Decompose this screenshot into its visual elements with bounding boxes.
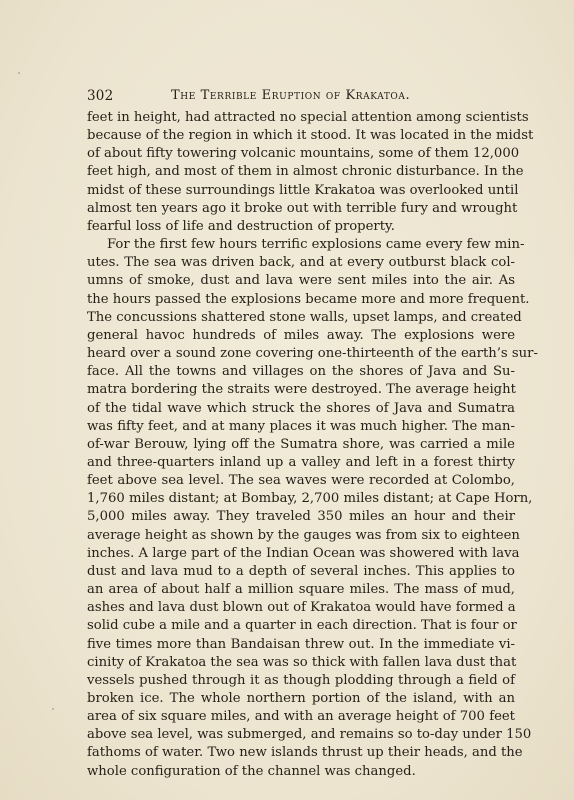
- text-line: heard over a sound zone covering one-thirteenth of the earth’s sur-: [87, 346, 538, 362]
- text-line: whole configuration of the channel was changed.: [87, 763, 416, 779]
- text-line: of about fifty towering volcanic mountains, some of them 12,000: [87, 146, 520, 162]
- text-line: broken ice. The whole northern portion of the island, with an: [87, 691, 515, 706]
- text-line: For the first few hours terrific explosions came every few min-: [107, 237, 525, 253]
- text-line: of-war Berouw, lying off the Sumatra shore, was carried a mile: [87, 436, 515, 452]
- text-line: 5,000 miles away. They traveled 350 miles an hour and their: [87, 509, 515, 525]
- text-line: vessels pushed through it as though plodding through a field of: [87, 672, 515, 688]
- page-number: 302: [87, 88, 114, 104]
- text-line: an area of about half a million square miles. The mass of mud,: [87, 582, 515, 598]
- text-line: feet above sea level. The sea waves were recorded at Colombo,: [87, 473, 515, 489]
- text-line: general havoc hundreds of miles away. The explosions were: [87, 327, 515, 343]
- text-line: feet high, and most of them in almost chronic disturbance. In the: [87, 164, 524, 180]
- text-line: above sea level, was submerged, and remains so to-day under 150: [87, 727, 532, 743]
- text-line: inches. A large part of the Indian Ocean was showered with lava: [87, 545, 520, 561]
- text-line: and three-quarters inland up a valley and left in a forest thirty: [87, 454, 515, 470]
- text-line: ashes and lava dust blown out of Krakatoa would have formed a: [87, 600, 516, 616]
- text-line: umns of smoke, dust and lava were sent miles into the air. As: [87, 273, 515, 289]
- text-line: the hours passed the explosions became more and more frequent.: [87, 291, 530, 307]
- speck: [18, 72, 20, 74]
- text-line: 1,760 miles distant; at Bombay, 2,700 miles distant; at Cape Horn,: [87, 491, 533, 507]
- text-line: The concussions shattered stone walls, upset lamps, and created: [87, 309, 522, 325]
- running-title: The Terrible Eruption of Krakatoa.: [171, 88, 411, 103]
- text-line: was fifty feet, and at many places it was much higher. The man-: [87, 418, 515, 434]
- text-line: fearful loss of life and destruction of property.: [87, 218, 395, 234]
- text-line: midst of these surroundings little Krakatoa was overlooked until: [87, 182, 519, 198]
- text-line: dust and lava mud to a depth of several inches. This applies to: [87, 563, 515, 579]
- text-line: matra bordering the straits were destroyed. The average height: [87, 382, 516, 398]
- text-line: because of the region in which it stood. It was located in the midst: [87, 128, 534, 144]
- text-line: feet in height, had attracted no special attention among scientists: [87, 110, 529, 125]
- text-line: face. All the towns and villages on the shores of Java and Su-: [87, 364, 515, 380]
- text-line: cinity of Krakatoa the sea was so thick with fallen lava dust that: [87, 654, 517, 670]
- text-line: utes. The sea was driven back, and at every outburst black col-: [87, 255, 515, 271]
- text-line: almost ten years ago it broke out with terrible fury and wrought: [87, 200, 518, 216]
- text-line: average height as shown by the gauges was from six to eighteen: [87, 527, 520, 543]
- text-line: five times more than Bandaisan threw out. In the immediate vi-: [87, 636, 515, 652]
- text-line: of the tidal wave which struck the shores of Java and Sumatra: [87, 400, 515, 416]
- page-header: [87, 88, 515, 106]
- body-text: [87, 109, 538, 781]
- text-line: fathoms of water. Two new islands thrust up their heads, and the: [87, 745, 523, 761]
- text-line: solid cube a mile and a quarter in each direction. That is four or: [87, 618, 517, 634]
- speck: [52, 708, 54, 710]
- text-line: area of six square miles, and with an average height of 700 feet: [87, 709, 515, 725]
